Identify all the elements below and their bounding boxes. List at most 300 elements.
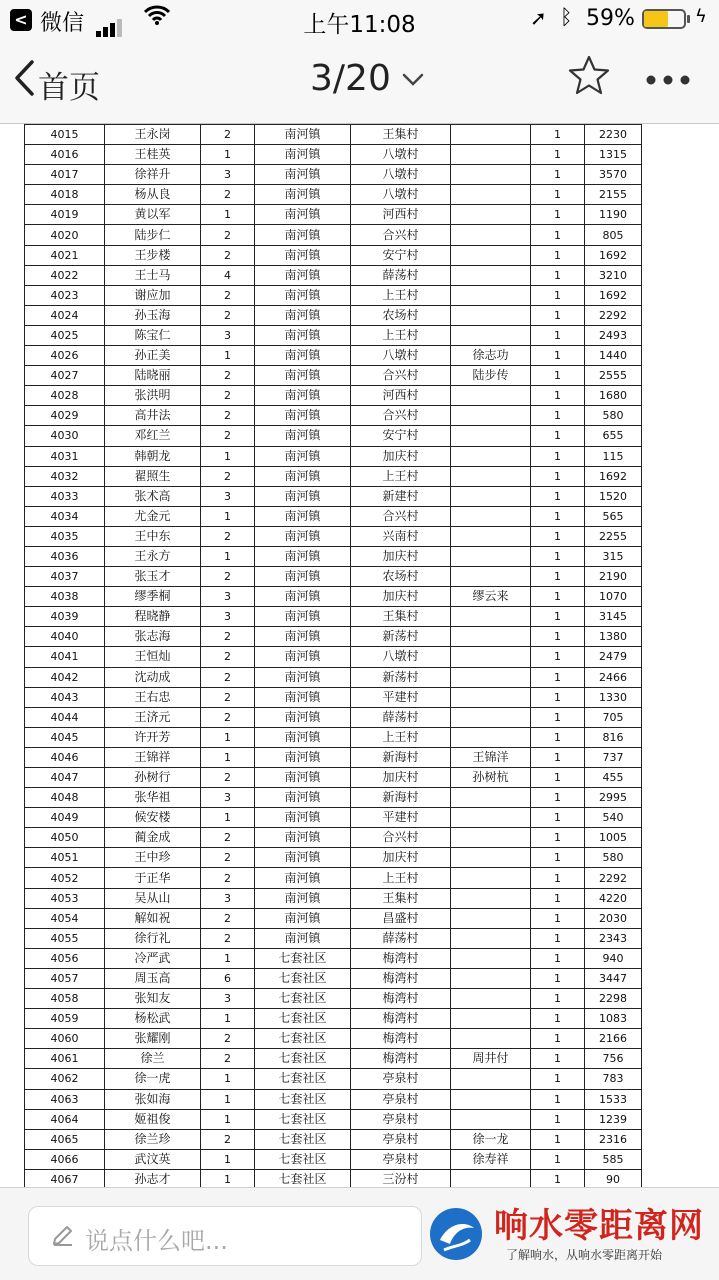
cell-note <box>451 1069 531 1089</box>
cell-village: 兴南村 <box>351 526 451 546</box>
cell-flag: 1 <box>531 1149 585 1169</box>
cell-id: 4029 <box>25 406 105 426</box>
cell-town: 七套社区 <box>255 1109 351 1129</box>
cell-flag: 1 <box>531 185 585 205</box>
cell-town: 南河镇 <box>255 828 351 848</box>
table-row <box>25 1169 642 1187</box>
cell-village: 合兴村 <box>351 506 451 526</box>
document-viewer[interactable] <box>0 124 719 1187</box>
cell-flag: 1 <box>531 627 585 647</box>
table-row <box>25 928 642 948</box>
cell-name: 王恒灿 <box>105 647 201 667</box>
cell-count: 1 <box>201 1149 255 1169</box>
cell-note <box>451 305 531 325</box>
cell-name: 王济元 <box>105 707 201 727</box>
cell-amount: 756 <box>585 1049 642 1069</box>
cell-village: 梅湾村 <box>351 989 451 1009</box>
cell-town: 七套社区 <box>255 1049 351 1069</box>
cell-town: 南河镇 <box>255 908 351 928</box>
cell-id: 4044 <box>25 707 105 727</box>
cell-flag: 1 <box>531 526 585 546</box>
cell-flag: 1 <box>531 888 585 908</box>
cell-town: 南河镇 <box>255 225 351 245</box>
cell-flag: 1 <box>531 848 585 868</box>
back-app-label[interactable]: 微信 <box>40 11 85 36</box>
page-indicator[interactable]: 3/20 <box>310 58 391 99</box>
cell-count: 2 <box>201 647 255 667</box>
cell-count: 2 <box>201 908 255 928</box>
cell-village: 新海村 <box>351 788 451 808</box>
cell-village: 新荡村 <box>351 667 451 687</box>
cell-amount: 3145 <box>585 607 642 627</box>
battery-fill <box>644 11 668 27</box>
cell-id: 4055 <box>25 928 105 948</box>
cell-id: 4033 <box>25 486 105 506</box>
battery-tip <box>687 15 690 23</box>
cell-town: 南河镇 <box>255 747 351 767</box>
cell-id: 4018 <box>25 185 105 205</box>
cell-flag: 1 <box>531 265 585 285</box>
cell-flag: 1 <box>531 587 585 607</box>
cell-town: 南河镇 <box>255 687 351 707</box>
cell-flag: 1 <box>531 205 585 225</box>
cell-flag: 1 <box>531 426 585 446</box>
cell-flag: 1 <box>531 908 585 928</box>
cell-id: 4035 <box>25 526 105 546</box>
cell-town: 南河镇 <box>255 707 351 727</box>
cell-town: 南河镇 <box>255 446 351 466</box>
cell-id: 4047 <box>25 768 105 788</box>
cell-flag: 1 <box>531 667 585 687</box>
cell-amount: 1330 <box>585 687 642 707</box>
cell-amount: 2298 <box>585 989 642 1009</box>
cell-count: 3 <box>201 165 255 185</box>
cell-id: 4045 <box>25 727 105 747</box>
cell-id: 4061 <box>25 1049 105 1069</box>
cell-note <box>451 788 531 808</box>
location-icon: ➚ <box>530 6 547 30</box>
cell-flag: 1 <box>531 727 585 747</box>
table-row <box>25 687 642 707</box>
cell-flag: 1 <box>531 948 585 968</box>
table-row <box>25 667 642 687</box>
cell-name: 候安楼 <box>105 808 201 828</box>
cell-village: 八墩村 <box>351 145 451 165</box>
cell-village: 安宁村 <box>351 426 451 446</box>
cell-town: 南河镇 <box>255 526 351 546</box>
cell-flag: 1 <box>531 1129 585 1149</box>
table-row <box>25 627 642 647</box>
cell-name: 冷严武 <box>105 948 201 968</box>
cell-amount: 2316 <box>585 1129 642 1149</box>
back-to-wechat-icon[interactable]: < <box>10 9 32 31</box>
cell-id: 4037 <box>25 567 105 587</box>
cell-name: 王士马 <box>105 265 201 285</box>
table-row <box>25 245 642 265</box>
bluetooth-icon: ᛒ <box>560 5 573 29</box>
cell-village: 薛荡村 <box>351 707 451 727</box>
cell-town: 南河镇 <box>255 888 351 908</box>
cell-count: 3 <box>201 788 255 808</box>
dropdown-caret-icon[interactable] <box>402 68 424 93</box>
cell-count: 2 <box>201 768 255 788</box>
cell-flag: 1 <box>531 788 585 808</box>
back-chevron-icon[interactable] <box>12 58 36 105</box>
cell-count: 2 <box>201 366 255 386</box>
pen-icon <box>51 1223 75 1253</box>
cell-village: 上王村 <box>351 466 451 486</box>
cell-flag: 1 <box>531 1169 585 1187</box>
cell-count: 1 <box>201 546 255 566</box>
cell-count: 1 <box>201 727 255 747</box>
cell-id: 4023 <box>25 285 105 305</box>
table-row <box>25 868 642 888</box>
cell-note <box>451 1089 531 1109</box>
cell-id: 4065 <box>25 1129 105 1149</box>
cell-note <box>451 968 531 988</box>
cell-name: 孙树行 <box>105 768 201 788</box>
cell-town: 南河镇 <box>255 808 351 828</box>
cell-village: 合兴村 <box>351 366 451 386</box>
cell-note <box>451 185 531 205</box>
cell-note <box>451 145 531 165</box>
table-row <box>25 1149 642 1169</box>
table-row <box>25 908 642 928</box>
cell-name: 尤金元 <box>105 506 201 526</box>
cell-amount: 2030 <box>585 908 642 928</box>
cell-name: 陆晓丽 <box>105 366 201 386</box>
cell-name: 缪季桐 <box>105 587 201 607</box>
cell-id: 4046 <box>25 747 105 767</box>
cell-id: 4030 <box>25 426 105 446</box>
cell-flag: 1 <box>531 245 585 265</box>
cell-amount: 705 <box>585 707 642 727</box>
cell-count: 1 <box>201 1169 255 1187</box>
cell-village: 梅湾村 <box>351 968 451 988</box>
cell-town: 南河镇 <box>255 868 351 888</box>
cell-amount: 1440 <box>585 346 642 366</box>
cell-town: 南河镇 <box>255 587 351 607</box>
cell-note <box>451 567 531 587</box>
cell-note <box>451 546 531 566</box>
cell-name: 徐兰珍 <box>105 1129 201 1149</box>
cell-count: 6 <box>201 968 255 988</box>
cell-amount: 1520 <box>585 486 642 506</box>
cell-name: 张玉才 <box>105 567 201 587</box>
table-row <box>25 1069 642 1089</box>
cell-town: 南河镇 <box>255 506 351 526</box>
cell-flag: 1 <box>531 466 585 486</box>
table-row <box>25 989 642 1009</box>
cell-amount: 3210 <box>585 265 642 285</box>
watermark-logo-icon <box>428 1206 484 1262</box>
cell-flag: 1 <box>531 747 585 767</box>
cell-flag: 1 <box>531 406 585 426</box>
cell-village: 梅湾村 <box>351 1049 451 1069</box>
cell-id: 4024 <box>25 305 105 325</box>
cell-name: 沈动成 <box>105 667 201 687</box>
cell-amount: 805 <box>585 225 642 245</box>
cell-amount: 2493 <box>585 325 642 345</box>
cell-flag: 1 <box>531 687 585 707</box>
cell-amount: 1533 <box>585 1089 642 1109</box>
cell-village: 王集村 <box>351 607 451 627</box>
cell-amount: 540 <box>585 808 642 828</box>
cell-flag: 1 <box>531 968 585 988</box>
cell-flag: 1 <box>531 446 585 466</box>
cell-note <box>451 607 531 627</box>
cell-name: 杨松武 <box>105 1009 201 1029</box>
cell-id: 4017 <box>25 165 105 185</box>
cell-village: 新建村 <box>351 486 451 506</box>
cell-village: 加庆村 <box>351 446 451 466</box>
cell-amount: 1070 <box>585 587 642 607</box>
cell-id: 4039 <box>25 607 105 627</box>
cell-count: 2 <box>201 848 255 868</box>
cell-flag: 1 <box>531 1009 585 1029</box>
cell-village: 河西村 <box>351 205 451 225</box>
cell-town: 七套社区 <box>255 1029 351 1049</box>
table-row <box>25 526 642 546</box>
cell-count: 2 <box>201 406 255 426</box>
cell-village: 八墩村 <box>351 165 451 185</box>
cell-flag: 1 <box>531 165 585 185</box>
more-icon[interactable] <box>645 56 691 106</box>
cell-village: 亭泉村 <box>351 1149 451 1169</box>
cell-id: 4034 <box>25 506 105 526</box>
cell-id: 4043 <box>25 687 105 707</box>
cell-name: 孙玉海 <box>105 305 201 325</box>
cell-note <box>451 1029 531 1049</box>
cell-village: 昌盛村 <box>351 908 451 928</box>
cell-village: 三汾村 <box>351 1169 451 1187</box>
cell-note <box>451 125 531 145</box>
cell-note: 缪云来 <box>451 587 531 607</box>
cell-village: 加庆村 <box>351 768 451 788</box>
cell-id: 4060 <box>25 1029 105 1049</box>
cell-amount: 1380 <box>585 627 642 647</box>
cell-count: 4 <box>201 265 255 285</box>
cell-amount: 580 <box>585 848 642 868</box>
cell-id: 4064 <box>25 1109 105 1129</box>
cell-id: 4021 <box>25 245 105 265</box>
cell-flag: 1 <box>531 325 585 345</box>
table-row <box>25 225 642 245</box>
cell-count: 1 <box>201 446 255 466</box>
cell-village: 安宁村 <box>351 245 451 265</box>
cell-note <box>451 446 531 466</box>
cell-note <box>451 647 531 667</box>
cell-town: 南河镇 <box>255 205 351 225</box>
cell-flag: 1 <box>531 928 585 948</box>
cell-village: 上王村 <box>351 727 451 747</box>
table-row <box>25 768 642 788</box>
cell-count: 2 <box>201 426 255 446</box>
cell-count: 2 <box>201 185 255 205</box>
cell-count: 2 <box>201 125 255 145</box>
cell-name: 徐祥升 <box>105 165 201 185</box>
cell-name: 王锦祥 <box>105 747 201 767</box>
table-row <box>25 366 642 386</box>
cell-flag: 1 <box>531 808 585 828</box>
cell-amount: 1692 <box>585 285 642 305</box>
table-row <box>25 647 642 667</box>
back-button[interactable]: 首页 <box>38 70 100 106</box>
cell-flag: 1 <box>531 285 585 305</box>
cell-id: 4050 <box>25 828 105 848</box>
cell-name: 周玉高 <box>105 968 201 988</box>
cell-count: 2 <box>201 707 255 727</box>
cell-note <box>451 225 531 245</box>
table-row <box>25 165 642 185</box>
watermark-brand: 响水零距离网 <box>494 1206 704 1246</box>
cell-town: 南河镇 <box>255 265 351 285</box>
cell-amount: 585 <box>585 1149 642 1169</box>
cell-note <box>451 486 531 506</box>
cell-town: 南河镇 <box>255 366 351 386</box>
table-row <box>25 1009 642 1029</box>
table-row <box>25 506 642 526</box>
table-row <box>25 747 642 767</box>
data-table <box>24 124 642 1187</box>
cell-town: 七套社区 <box>255 1089 351 1109</box>
cell-id: 4051 <box>25 848 105 868</box>
cell-note <box>451 506 531 526</box>
cell-note: 徐寿祥 <box>451 1149 531 1169</box>
cell-name: 翟照生 <box>105 466 201 486</box>
cell-id: 4022 <box>25 265 105 285</box>
cell-count: 2 <box>201 627 255 647</box>
cell-name: 张华祖 <box>105 788 201 808</box>
table-row <box>25 265 642 285</box>
cell-town: 七套社区 <box>255 1009 351 1029</box>
cell-count: 1 <box>201 948 255 968</box>
comment-input[interactable] <box>28 1206 422 1266</box>
cell-name: 王永方 <box>105 546 201 566</box>
cell-village: 新荡村 <box>351 627 451 647</box>
cell-count: 3 <box>201 888 255 908</box>
table-row <box>25 948 642 968</box>
cell-town: 南河镇 <box>255 305 351 325</box>
cell-name: 邓红兰 <box>105 426 201 446</box>
cell-name: 吴从山 <box>105 888 201 908</box>
cell-village: 合兴村 <box>351 225 451 245</box>
cell-flag: 1 <box>531 546 585 566</box>
cell-count: 3 <box>201 486 255 506</box>
star-icon[interactable] <box>568 54 610 106</box>
table-row <box>25 205 642 225</box>
cell-village: 合兴村 <box>351 828 451 848</box>
cell-count: 1 <box>201 1009 255 1029</box>
cell-village: 梅湾村 <box>351 948 451 968</box>
cell-amount: 1190 <box>585 205 642 225</box>
table-row <box>25 1049 642 1069</box>
cell-name: 王中珍 <box>105 848 201 868</box>
table-row <box>25 446 642 466</box>
cell-note <box>451 989 531 1009</box>
cell-amount: 1692 <box>585 466 642 486</box>
cell-note <box>451 265 531 285</box>
table-row <box>25 346 642 366</box>
cell-town: 七套社区 <box>255 948 351 968</box>
table-row <box>25 808 642 828</box>
cell-village: 农场村 <box>351 305 451 325</box>
cell-village: 新海村 <box>351 747 451 767</box>
cell-name: 孙正美 <box>105 346 201 366</box>
cell-id: 4032 <box>25 466 105 486</box>
cell-note <box>451 888 531 908</box>
cell-flag: 1 <box>531 225 585 245</box>
table-row <box>25 406 642 426</box>
cell-id: 4057 <box>25 968 105 988</box>
cell-name: 蔺金成 <box>105 828 201 848</box>
table-row <box>25 386 642 406</box>
cell-town: 南河镇 <box>255 546 351 566</box>
cell-id: 4056 <box>25 948 105 968</box>
cell-town: 南河镇 <box>255 486 351 506</box>
cell-id: 4062 <box>25 1069 105 1089</box>
cell-id: 4054 <box>25 908 105 928</box>
cell-amount: 3447 <box>585 968 642 988</box>
cell-note <box>451 1109 531 1129</box>
cell-id: 4066 <box>25 1149 105 1169</box>
comment-placeholder: 说点什么吧... <box>85 1227 228 1255</box>
cell-village: 亭泉村 <box>351 1109 451 1129</box>
cell-town: 七套社区 <box>255 1129 351 1149</box>
cell-town: 南河镇 <box>255 607 351 627</box>
cell-amount: 2255 <box>585 526 642 546</box>
cell-id: 4063 <box>25 1089 105 1109</box>
cell-village: 上王村 <box>351 325 451 345</box>
cell-count: 2 <box>201 245 255 265</box>
table-row <box>25 707 642 727</box>
table-row <box>25 1029 642 1049</box>
cell-flag: 1 <box>531 1029 585 1049</box>
cell-note <box>451 386 531 406</box>
cell-note <box>451 848 531 868</box>
cell-amount: 1083 <box>585 1009 642 1029</box>
cell-town: 南河镇 <box>255 768 351 788</box>
cell-name: 王永岗 <box>105 125 201 145</box>
cell-name: 张耀刚 <box>105 1029 201 1049</box>
cell-name: 张术高 <box>105 486 201 506</box>
cell-village: 合兴村 <box>351 406 451 426</box>
cell-note <box>451 466 531 486</box>
cell-flag: 1 <box>531 647 585 667</box>
cell-flag: 1 <box>531 828 585 848</box>
cell-count: 1 <box>201 808 255 828</box>
cell-note <box>451 627 531 647</box>
cell-name: 杨从良 <box>105 185 201 205</box>
cell-amount: 1692 <box>585 245 642 265</box>
cell-flag: 1 <box>531 768 585 788</box>
cell-town: 七套社区 <box>255 1149 351 1169</box>
cell-id: 4028 <box>25 386 105 406</box>
cell-town: 南河镇 <box>255 788 351 808</box>
cell-amount: 1315 <box>585 145 642 165</box>
cell-name: 孙志才 <box>105 1169 201 1187</box>
cell-name: 张志海 <box>105 627 201 647</box>
cell-note <box>451 667 531 687</box>
cell-id: 4067 <box>25 1169 105 1187</box>
cell-note <box>451 727 531 747</box>
table-row <box>25 587 642 607</box>
table-row <box>25 828 642 848</box>
cell-note <box>451 928 531 948</box>
cell-town: 南河镇 <box>255 647 351 667</box>
cell-amount: 2292 <box>585 868 642 888</box>
watermark <box>428 1192 718 1278</box>
